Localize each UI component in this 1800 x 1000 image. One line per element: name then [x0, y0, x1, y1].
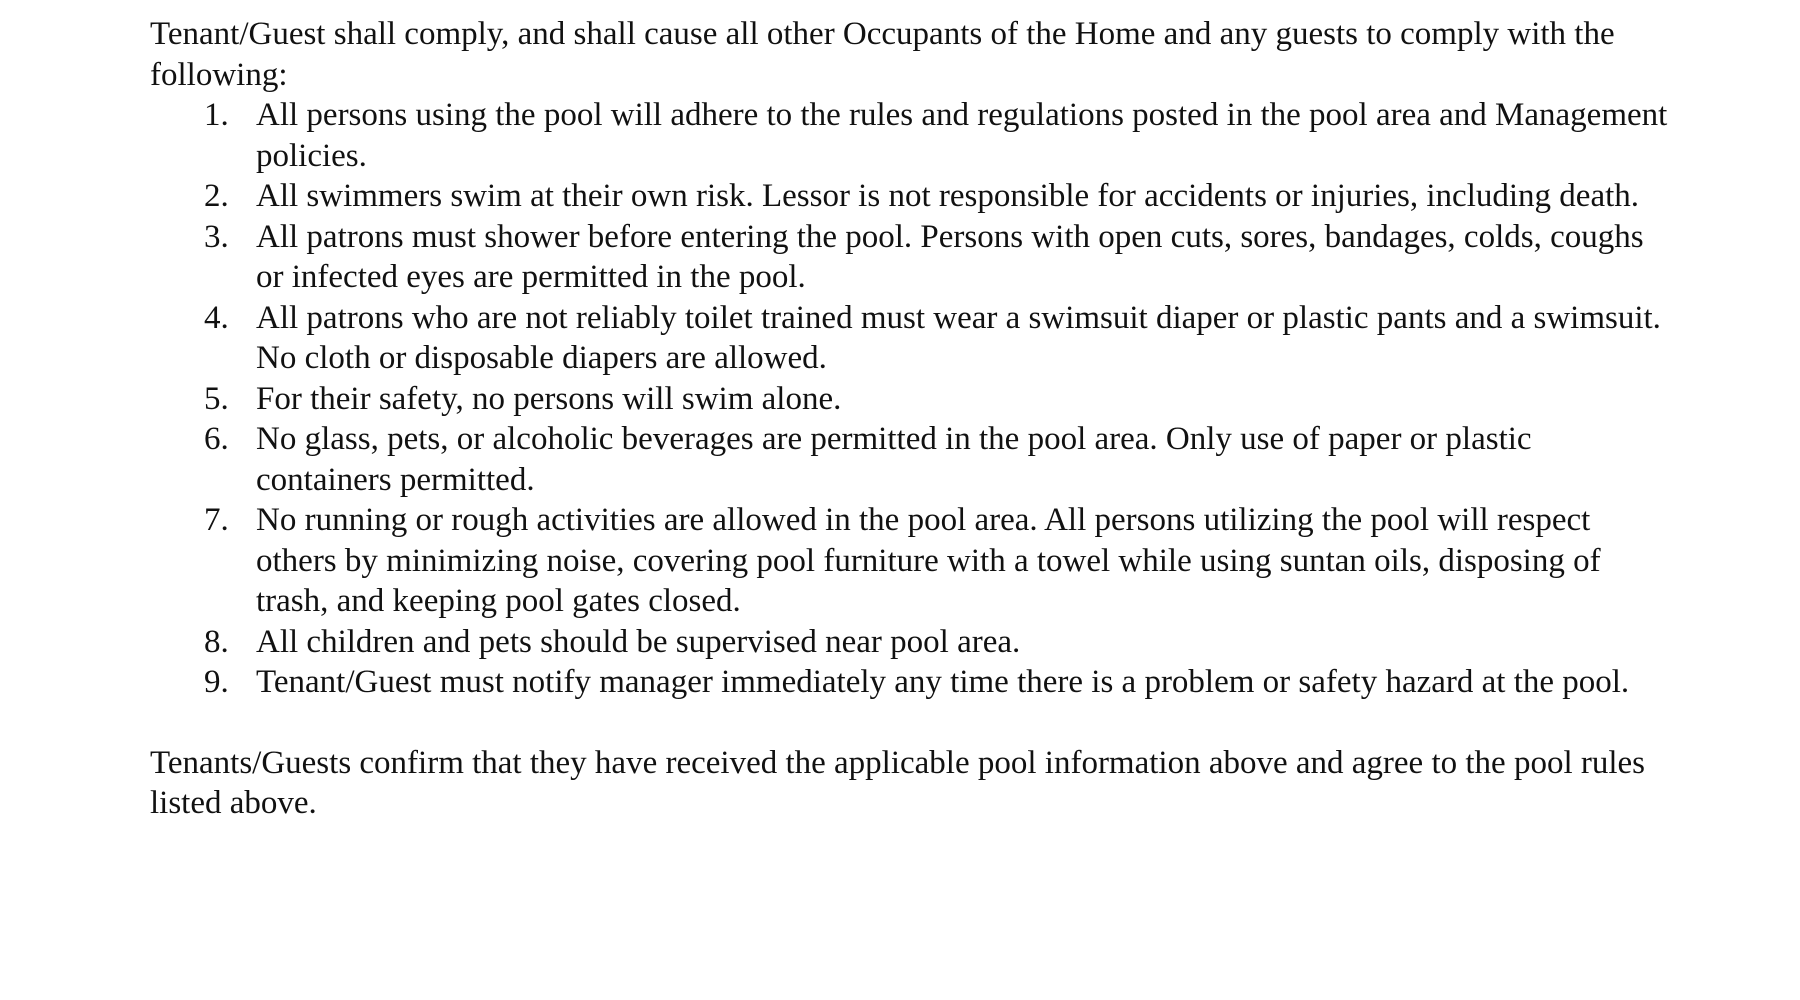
rule-number: 7.: [204, 502, 229, 538]
rule-text: Tenant/Guest must notify manager immediately any time there is a problem or safety hazard at the pool.: [256, 664, 1630, 700]
rule-text: No glass, pets, or alcoholic beverages are permitted in the pool area. Only use of paper or plastic containers permitted.: [256, 421, 1532, 498]
rule-number: 4.: [204, 299, 229, 336]
document-page: [150, 14, 1670, 824]
rule-item-8: [150, 622, 1670, 663]
intro-paragraph: Tenant/Guest shall comply, and shall cause all other Occupants of the Home and any guests to comply with the following:: [150, 16, 1615, 93]
rule-item-1: [150, 95, 1670, 176]
rule-item-7: [150, 500, 1670, 622]
rule-number: 6.: [204, 421, 229, 457]
rule-text: For their safety, no persons will swim alone.: [256, 380, 842, 417]
rule-number: 9.: [204, 664, 229, 700]
closing-paragraph: Tenants/Guests confirm that they have received the applicable pool information above and agree to the pool rules listed above.: [150, 744, 1646, 821]
pool-rules-list: [150, 95, 1670, 703]
rule-item-4: [150, 298, 1670, 379]
rule-text: All patrons who are not reliably toilet trained must wear a swimsuit diaper or plastic pants and a swimsuit. No cloth or disposable diapers are allowed.: [256, 299, 1661, 376]
rule-item-5: [150, 379, 1670, 420]
rule-text: All patrons must shower before entering the pool. Persons with open cuts, sores, bandages, colds, coughs or infected eyes are permitted in the pool.: [256, 218, 1644, 295]
rule-item-2: [150, 176, 1670, 217]
rule-number: 5.: [204, 380, 229, 417]
rule-number: 3.: [204, 218, 229, 255]
rule-text: All swimmers swim at their own risk. Lessor is not responsible for accidents or injuries, including death.: [256, 178, 1640, 214]
rule-item-3: [150, 217, 1670, 298]
rule-text: All children and pets should be supervised near pool area.: [256, 623, 1021, 660]
rule-item-6: [150, 419, 1670, 500]
rule-item-9: [150, 662, 1670, 703]
rule-number: 1.: [204, 97, 229, 133]
rule-number: 2.: [204, 178, 229, 214]
rule-text: All persons using the pool will adhere to the rules and regulations posted in the pool area and Management policies.: [256, 97, 1668, 174]
rule-text: No running or rough activities are allowed in the pool area. All persons utilizing the pool will respect others by minimizing noise, covering pool furniture with a towel while using suntan oils, disposing of trash, and keeping pool gates closed.: [256, 502, 1601, 619]
rule-number: 8.: [204, 623, 229, 660]
